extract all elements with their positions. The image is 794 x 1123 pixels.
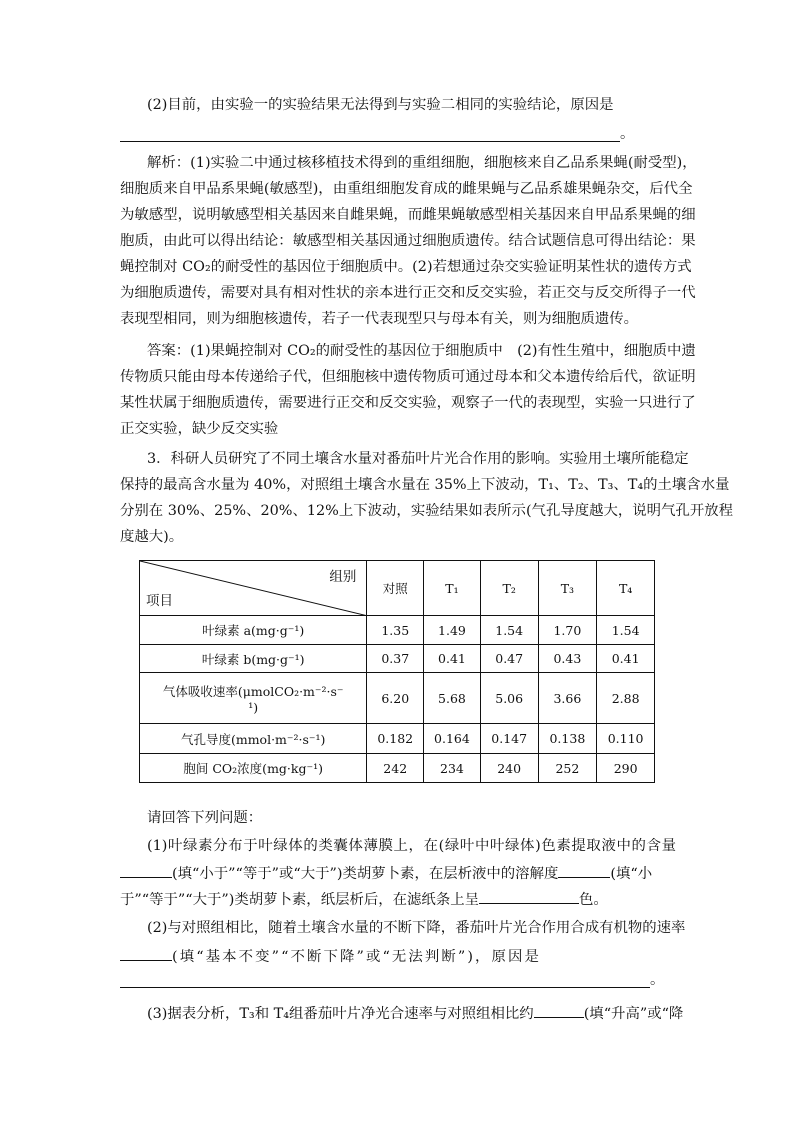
- question-3-intro: 3．科研人员研究了不同土壤含水量对番茄叶片光合作用的影响。实验用土壤所能稳定: [147, 451, 689, 467]
- table-row: [140, 724, 655, 754]
- analysis-line: 为细胞质遗传，需要对具有相对性状的亲本进行正交和反交实验，若正交与反交所得子一代: [120, 285, 696, 301]
- answer-blank: [120, 862, 172, 878]
- q3-1-text-a: (填“小于”“等于”或“大于”)类胡萝卜素，在层析液中的溶解度: [172, 866, 559, 882]
- question-3-intro: 分别在 30%、25%、20%、12%上下波动，实验结果如表所示(气孔导度越大，说明气孔开放程: [120, 503, 734, 519]
- column-header: T₃: [538, 561, 597, 616]
- row-label: 气孔导度(mmol·m⁻²·s⁻¹): [140, 724, 367, 754]
- answer-line: 传物质只能由母本传递给子代，但细胞核中遗传物质可通过母本和父本遗传给后代，欲证明: [120, 369, 696, 385]
- table-cell: 1.49: [424, 616, 481, 645]
- corner-item-label: 项目: [146, 593, 173, 609]
- table-cell: 0.47: [480, 645, 538, 673]
- question-3-3-line-1: [147, 1002, 684, 1024]
- table-cell: 0.147: [480, 724, 538, 754]
- table-row: [140, 673, 655, 724]
- column-header: T₄: [597, 561, 655, 616]
- analysis-line: 表现型相同，则为细胞核遗传，若子一代表现型只与母本有关，则为细胞质遗传。: [120, 311, 639, 327]
- table-cell: 1.70: [538, 616, 597, 645]
- table-cell: 0.182: [367, 724, 424, 754]
- q3-1-text-b: (填“小: [610, 866, 653, 882]
- row-label-line-2: ¹): [248, 699, 259, 715]
- question-2-prompt: (2)目前，由实验一的实验结果无法得到与实验二相同的实验结论，原因是: [147, 97, 614, 113]
- table-cell: 0.41: [424, 645, 481, 673]
- table-cell: 0.164: [424, 724, 481, 754]
- column-header: T₂: [480, 561, 538, 616]
- questions-intro: 请回答下列问题：: [147, 810, 263, 826]
- question-3-1-line-3: [120, 888, 676, 910]
- results-table: [139, 560, 655, 783]
- answer-blank-line: [120, 141, 620, 142]
- table-cell: 1.54: [597, 616, 655, 645]
- q3-3-text-b: (填“升高”或“降: [583, 1006, 684, 1022]
- table-cell: 0.110: [597, 724, 655, 754]
- row-label-line-1: 气体吸收速率(μmolCO₂·m⁻²·s⁻: [162, 683, 344, 699]
- table-cell: 252: [538, 754, 597, 783]
- analysis-line: 胞质，由此可以得出结论：敏感型相关基因通过细胞质遗传。结合试题信息可得出结论：果: [120, 233, 696, 249]
- answer-blank: [479, 888, 579, 904]
- question-3-intro: 保持的最高含水量为 40%，对照组土壤含水量在 35%上下波动，T₁、T₂、T₃、T₄的土壤含水量: [120, 477, 730, 493]
- table-cell: 5.06: [480, 673, 538, 724]
- answer-blank-line: [120, 987, 650, 988]
- answer-blank: [558, 862, 610, 878]
- analysis-line: 细胞质来自甲品系果蝇(敏感型)，由重组细胞发育成的雌果蝇与乙品系雄果蝇杂交，后代全: [120, 181, 693, 197]
- analysis-line: 蝇控制对 CO₂的耐受性的基因位于细胞质中。(2)若想通过杂交实验证明某性状的遗传方式: [120, 259, 692, 275]
- column-header: 对照: [367, 561, 424, 616]
- answer-blank: [120, 945, 172, 961]
- table-cell: 0.43: [538, 645, 597, 673]
- row-label: [140, 673, 367, 724]
- corner-group-label: 组别: [329, 569, 357, 585]
- question-3-intro: 度越大)。: [120, 529, 184, 545]
- question-3-1-line-2: [120, 862, 676, 884]
- table-cell: 242: [367, 754, 424, 783]
- q3-1-text-c: 于”“等于”“大于”)类胡萝卜素，纸层析后，在滤纸条上呈: [120, 892, 479, 908]
- question-2-end: 。: [620, 126, 635, 142]
- table-cell: 5.68: [424, 673, 481, 724]
- q3-2-text: (填“基本不变”“不断下降”或“无法判断”)，原因是: [172, 949, 542, 965]
- column-header: T₁: [424, 561, 481, 616]
- table-row: [140, 754, 655, 783]
- row-label: 叶绿素 a(mg·g⁻¹): [140, 616, 367, 645]
- table-cell: 0.37: [367, 645, 424, 673]
- question-3-2-end: 。: [650, 972, 665, 988]
- table-cell: 0.138: [538, 724, 597, 754]
- table-cell: 2.88: [597, 673, 655, 724]
- answer-line: 某性状属于细胞质遗传，需要进行正交和反交实验，观察子一代的表现型，实验一只进行了: [120, 395, 696, 411]
- table-cell: 290: [597, 754, 655, 783]
- question-3-2-line-1: (2)与对照组相比，随着土壤含水量的不断下降，番茄叶片光合作用合成有机物的速率: [147, 920, 686, 936]
- table-row: [140, 616, 655, 645]
- row-label: 胞间 CO₂浓度(mg·kg⁻¹): [140, 754, 367, 783]
- answer-line: 正交实验，缺少反交实验: [120, 421, 279, 437]
- question-3-1-line-1: (1)叶绿素分布于叶绿体的类囊体薄膜上，在(绿叶中叶绿体)色素提取液中的含量: [147, 838, 676, 854]
- table-cell: 1.54: [480, 616, 538, 645]
- table-cell: 240: [480, 754, 538, 783]
- table-cell: 1.35: [367, 616, 424, 645]
- table-cell: 234: [424, 754, 481, 783]
- table-corner-cell: [140, 561, 367, 616]
- row-label: 叶绿素 b(mg·g⁻¹): [140, 645, 367, 673]
- question-3-2-line-2: [120, 945, 676, 967]
- q3-1-text-d: 色。: [579, 892, 608, 908]
- answer-blank: [534, 1002, 584, 1018]
- table-cell: 3.66: [538, 673, 597, 724]
- table-row: [140, 645, 655, 673]
- q3-3-text-a: (3)据表分析，T₃和 T₄组番茄叶片净光合速率与对照组相比约: [147, 1006, 534, 1022]
- table-cell: 6.20: [367, 673, 424, 724]
- answer-line: 答案：(1)果蝇控制对 CO₂的耐受性的基因位于细胞质中 (2)有性生殖中，细胞质中遗: [147, 343, 696, 359]
- table-cell: 0.41: [597, 645, 655, 673]
- analysis-line: 为敏感型，说明敏感型相关基因来自雌果蝇，而雌果蝇敏感型相关基因来自甲品系果蝇的细: [120, 207, 696, 223]
- analysis-line: 解析：(1)实验二中通过核移植技术得到的重组细胞，细胞核来自乙品系果蝇(耐受型)，: [147, 155, 697, 171]
